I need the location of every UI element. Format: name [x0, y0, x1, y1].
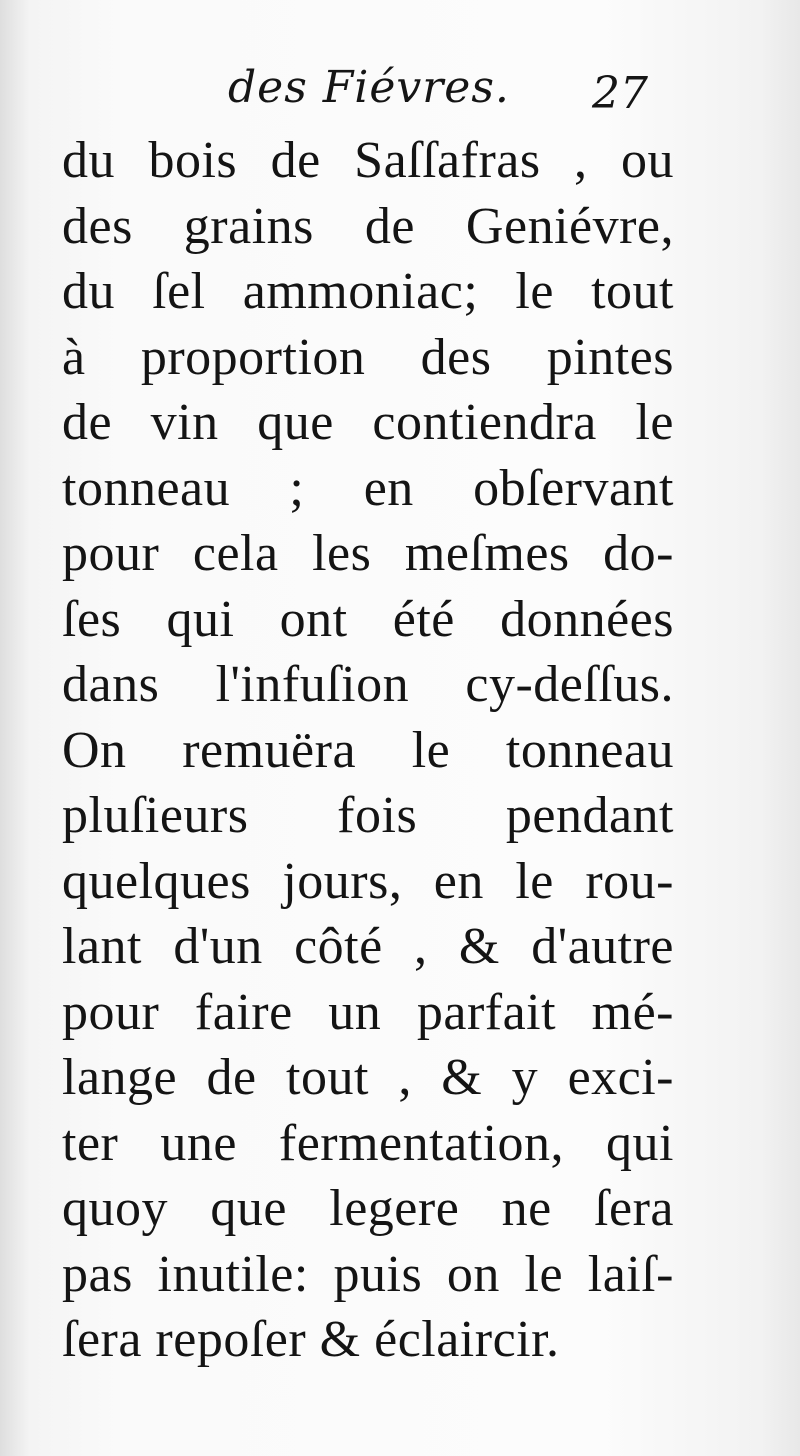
text-line: tonneau ; en obſervant [62, 459, 674, 517]
text-line: à proportion des pintes [62, 328, 674, 386]
text-line: du bois de Saſſafras , ou [62, 132, 674, 189]
text-line: lange de tout , & y exci- [62, 1049, 674, 1106]
text-line: ſes qui ont été données [62, 590, 674, 648]
text-line: pluſieurs fois pendant [62, 787, 674, 844]
text-line: quoy que legere ne ſera [62, 1180, 674, 1237]
text-line: des grains de Geniévre, [62, 197, 674, 255]
body-text [62, 128, 674, 1373]
running-head [0, 62, 800, 122]
text-line: ter une fermentation, qui [62, 1114, 674, 1172]
text-line: ſera repoſer & éclaircir. [62, 1311, 560, 1368]
text-line: On remuëra le tonneau [62, 721, 674, 779]
text-line: pas inutile: puis on le laiſ- [62, 1245, 674, 1303]
text-line: pour faire un parfait mé- [62, 983, 674, 1041]
page-number: 27 [592, 68, 648, 119]
text-line: dans l'infuſion cy-deſſus. [62, 656, 674, 713]
text-line: lant d'un côté , & d'autre [62, 918, 674, 975]
text-line: de vin que contiendra le [62, 394, 674, 451]
text-line: pour cela les meſmes do- [62, 525, 674, 582]
running-title: des Fiévres. [228, 62, 510, 113]
text-line: quelques jours, en le rou- [62, 852, 674, 910]
text-line: du ſel ammoniac; le tout [62, 263, 674, 320]
